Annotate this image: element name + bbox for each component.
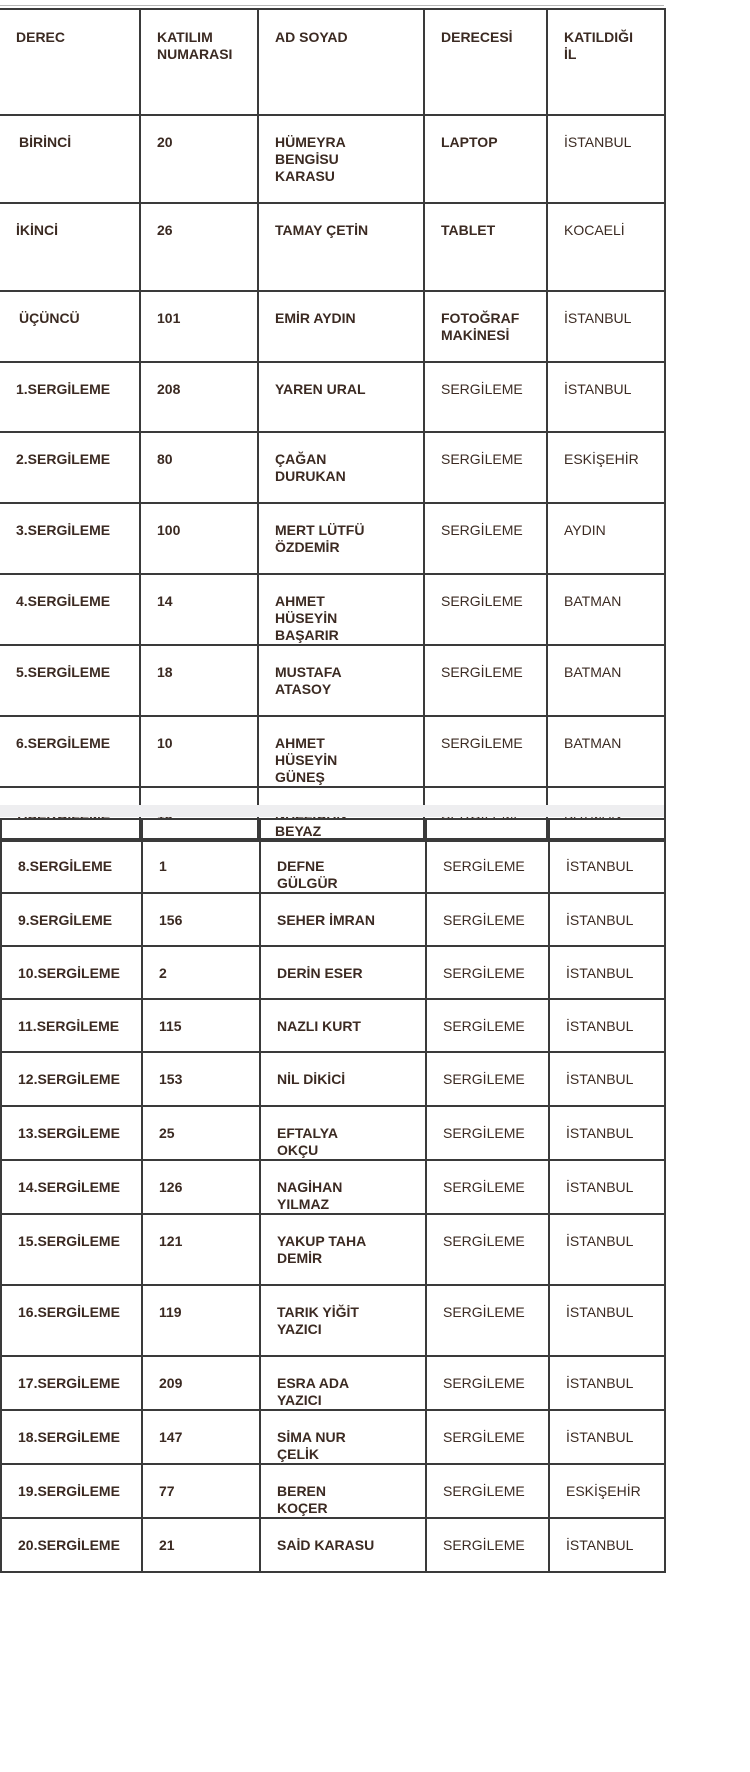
award-cell	[424, 574, 547, 645]
award-cell-text: SERGİLEME	[443, 1018, 525, 1034]
participant-number-cell-text: 119	[159, 1304, 182, 1320]
city-cell	[547, 362, 665, 432]
rank-cell	[1, 1052, 142, 1106]
participant-number-cell	[142, 839, 260, 893]
award-cell-text: SERGİLEME	[443, 1304, 525, 1320]
name-cell-text: EFTALYA OKÇU	[277, 1125, 338, 1158]
city-cell	[549, 1160, 665, 1214]
participant-number-cell	[140, 716, 258, 787]
award-cell	[426, 1410, 549, 1464]
participant-number-cell-text: 100	[157, 522, 181, 538]
rank-cell-text: 15.SERGİLEME	[18, 1233, 120, 1249]
city-cell-text: İSTANBUL	[566, 965, 634, 981]
name-cell-text: EMİR AYDIN	[275, 310, 356, 326]
rank-cell-text: ÜÇÜNCÜ	[19, 310, 80, 326]
rank-cell-text: 14.SERGİLEME	[18, 1179, 120, 1195]
name-cell	[260, 839, 426, 893]
participant-number-cell	[140, 645, 258, 716]
award-cell-text: SERGİLEME	[443, 858, 525, 874]
award-cell-text: SERGİLEME	[443, 1375, 525, 1391]
city-cell	[549, 1518, 665, 1572]
results-table-bottom	[0, 818, 666, 1573]
participant-number-cell-text: 80	[157, 451, 173, 467]
city-cell	[549, 1106, 665, 1160]
award-cell	[426, 893, 549, 946]
award-cell-text: SERGİLEME	[441, 593, 523, 609]
rank-cell	[0, 574, 140, 645]
name-cell	[260, 893, 426, 946]
award-cell-text: FOTOĞRAF MAKİNESİ	[441, 310, 520, 343]
name-cell-text: TARIK YİĞİT YAZICI	[277, 1304, 359, 1337]
award-cell-text: SERGİLEME	[441, 451, 523, 467]
city-cell-text: AYDIN	[564, 522, 606, 538]
name-cell-text: ESRA ADA YAZICI	[277, 1375, 349, 1408]
rank-cell-text: 5.SERGİLEME	[16, 664, 111, 680]
participant-number-cell	[140, 503, 258, 574]
participant-number-cell	[142, 893, 260, 946]
award-cell	[424, 645, 547, 716]
blank-cell	[260, 819, 426, 839]
table-row	[1, 999, 665, 1052]
rank-cell-text: 1.SERGİLEME	[16, 381, 111, 397]
blank-cell	[142, 819, 260, 839]
table-row	[0, 716, 665, 787]
name-cell-text: MUSTAFA ATASOY	[275, 664, 342, 697]
city-cell-text: ESKİŞEHİR	[564, 451, 639, 467]
award-cell-text: SERGİLEME	[443, 1429, 525, 1445]
name-cell-text: SAİD KARASU	[277, 1537, 375, 1553]
city-cell	[549, 1464, 665, 1518]
header-cell-ad-soyad: AD SOYAD	[258, 9, 424, 115]
award-cell-text: SERGİLEME	[441, 735, 523, 751]
award-cell-text: SERGİLEME	[443, 1125, 525, 1141]
name-cell-text: YAREN URAL	[275, 381, 366, 397]
award-cell-text: SERGİLEME	[441, 522, 523, 538]
city-cell	[549, 1410, 665, 1464]
participant-number-cell	[142, 1356, 260, 1410]
award-cell-text: TABLET	[441, 222, 496, 238]
rank-cell-text: 16.SERGİLEME	[18, 1304, 120, 1320]
city-cell	[549, 999, 665, 1052]
participant-number-cell	[140, 203, 258, 291]
city-cell	[547, 203, 665, 291]
top-edge-line	[0, 5, 664, 6]
name-cell-text: YAKUP TAHA DEMİR	[277, 1233, 366, 1266]
city-cell	[547, 503, 665, 574]
award-cell	[426, 1052, 549, 1106]
award-cell	[424, 362, 547, 432]
header-cell-katildigi-il: KATILDIĞI İL	[547, 9, 665, 115]
name-cell	[260, 1410, 426, 1464]
table-row	[0, 574, 665, 645]
name-cell-text: SEHER İMRAN	[277, 912, 376, 928]
table-row	[1, 1356, 665, 1410]
table-row	[1, 946, 665, 999]
participant-number-cell	[142, 946, 260, 999]
participant-number-cell	[142, 1160, 260, 1214]
name-cell	[260, 1214, 426, 1285]
rank-cell-text: 20.SERGİLEME	[18, 1537, 120, 1553]
name-cell-text: NAGİHAN YILMAZ	[277, 1179, 343, 1212]
rank-cell-text: 8.SERGİLEME	[18, 858, 113, 874]
table-row	[0, 432, 665, 503]
name-cell-text: BEREN KOÇER	[277, 1483, 328, 1516]
rank-cell	[1, 1106, 142, 1160]
blank-header-row	[1, 819, 665, 839]
city-cell-text: İSTANBUL	[566, 1018, 634, 1034]
table-row	[0, 645, 665, 716]
rank-cell-text: 4.SERGİLEME	[16, 593, 111, 609]
table-row	[1, 1518, 665, 1572]
table-row	[1, 1285, 665, 1356]
award-cell	[426, 1285, 549, 1356]
award-cell	[426, 1464, 549, 1518]
name-cell	[260, 1518, 426, 1572]
participant-number-cell	[140, 362, 258, 432]
page-gap	[0, 805, 664, 817]
city-cell-text: BATMAN	[564, 735, 622, 751]
rank-cell	[1, 1214, 142, 1285]
name-cell-text: DERİN ESER	[277, 965, 363, 981]
name-cell	[260, 1160, 426, 1214]
table-row	[1, 1214, 665, 1285]
participant-number-cell-text: 121	[159, 1233, 183, 1249]
table-row	[0, 203, 665, 291]
results-table-top-body	[0, 9, 665, 841]
participant-number-cell-text: 101	[157, 310, 181, 326]
rank-cell-text: 9.SERGİLEME	[18, 912, 113, 928]
rank-cell-text: BİRİNCİ	[19, 134, 72, 150]
rank-cell-text: İKİNCİ	[16, 222, 58, 238]
city-cell	[549, 1285, 665, 1356]
city-cell-text: İSTANBUL	[566, 1375, 634, 1391]
city-cell	[547, 291, 665, 362]
table-row	[1, 893, 665, 946]
participant-number-cell-text: 115	[159, 1018, 182, 1034]
city-cell-text: İSTANBUL	[564, 310, 632, 326]
results-table-top	[0, 8, 666, 842]
name-cell	[260, 1464, 426, 1518]
table-row	[1, 1106, 665, 1160]
award-cell-text: SERGİLEME	[443, 1483, 525, 1499]
rank-cell-text: 17.SERGİLEME	[18, 1375, 120, 1391]
participant-number-cell	[142, 1464, 260, 1518]
award-cell	[424, 203, 547, 291]
city-cell-text: İSTANBUL	[564, 381, 632, 397]
city-cell-text: BATMAN	[564, 593, 622, 609]
header-cell-katilim-numarasi: KATILIM NUMARASI	[140, 9, 258, 115]
blank-cell	[426, 819, 549, 839]
award-cell	[426, 999, 549, 1052]
participant-number-cell-text: 147	[159, 1429, 183, 1445]
table-row	[1, 1160, 665, 1214]
award-cell	[426, 1160, 549, 1214]
name-cell	[258, 115, 424, 203]
table-row	[1, 1410, 665, 1464]
rank-cell-text: 10.SERGİLEME	[18, 965, 120, 981]
participant-number-cell-text: 1	[159, 858, 167, 874]
award-cell	[426, 1106, 549, 1160]
city-cell-text: BATMAN	[564, 664, 622, 680]
name-cell	[260, 1052, 426, 1106]
award-cell	[424, 716, 547, 787]
city-cell-text: ESKİŞEHİR	[566, 1483, 641, 1499]
city-cell-text: İSTANBUL	[566, 1537, 634, 1553]
award-cell	[424, 503, 547, 574]
rank-cell-text: 6.SERGİLEME	[16, 735, 111, 751]
participant-number-cell-text: 126	[159, 1179, 183, 1195]
rank-cell	[1, 893, 142, 946]
city-cell-text: İSTANBUL	[566, 1304, 634, 1320]
rank-cell	[0, 503, 140, 574]
participant-number-cell-text: 2	[159, 965, 167, 981]
name-cell-text: MERT LÜTFÜ ÖZDEMİR	[275, 522, 365, 555]
table-row	[1, 839, 665, 893]
award-cell	[426, 1518, 549, 1572]
results-table-bottom-body	[1, 819, 665, 1572]
name-cell	[260, 1285, 426, 1356]
participant-number-cell-text: 18	[157, 664, 173, 680]
award-cell	[426, 946, 549, 999]
rank-cell	[0, 115, 140, 203]
name-cell-text: SİMA NUR ÇELİK	[277, 1429, 346, 1462]
rank-cell	[0, 716, 140, 787]
rank-cell-text: 18.SERGİLEME	[18, 1429, 120, 1445]
name-cell-text: BEYAZ	[275, 823, 322, 839]
rank-cell-text: 11.SERGİLEME	[18, 1018, 120, 1034]
city-cell-text: İSTANBUL	[566, 1429, 634, 1445]
rank-cell	[1, 1160, 142, 1214]
award-cell	[424, 432, 547, 503]
rank-cell	[1, 1464, 142, 1518]
rank-cell	[1, 946, 142, 999]
table-row	[0, 362, 665, 432]
participant-number-cell	[140, 574, 258, 645]
name-cell-text: NİL DİKİCİ	[277, 1071, 346, 1087]
table-row	[1, 1052, 665, 1106]
city-cell	[549, 893, 665, 946]
award-cell-text: SERGİLEME	[443, 1537, 525, 1553]
award-cell-text: SERGİLEME	[443, 965, 525, 981]
participant-number-cell-text: 156	[159, 912, 183, 928]
name-cell	[258, 362, 424, 432]
rank-cell	[0, 203, 140, 291]
city-cell	[549, 1214, 665, 1285]
header-row	[0, 9, 665, 115]
rank-cell	[0, 362, 140, 432]
name-cell-text: NAZLI KURT	[277, 1018, 361, 1034]
award-cell-text: SERGİLEME	[443, 912, 525, 928]
name-cell-text: AHMET HÜSEYİN GÜNEŞ	[275, 735, 338, 785]
city-cell-text: KOCAELİ	[564, 222, 625, 238]
award-cell	[426, 1214, 549, 1285]
city-cell-text: İSTANBUL	[566, 1179, 634, 1195]
participant-number-cell	[142, 1410, 260, 1464]
participant-number-cell	[142, 1052, 260, 1106]
table-row	[0, 503, 665, 574]
city-cell	[547, 716, 665, 787]
participant-number-cell-text: 208	[157, 381, 181, 397]
name-cell	[260, 1106, 426, 1160]
participant-number-cell	[140, 115, 258, 203]
name-cell	[258, 503, 424, 574]
city-cell	[547, 645, 665, 716]
participant-number-cell	[142, 1285, 260, 1356]
participant-number-cell	[142, 999, 260, 1052]
city-cell-text: İSTANBUL	[566, 912, 634, 928]
city-cell	[549, 1052, 665, 1106]
award-cell	[424, 291, 547, 362]
name-cell	[258, 716, 424, 787]
participant-number-cell	[140, 432, 258, 503]
rank-cell-text: 13.SERGİLEME	[18, 1125, 120, 1141]
participant-number-cell	[142, 1214, 260, 1285]
table-row	[0, 291, 665, 362]
rank-cell	[1, 1356, 142, 1410]
participant-number-cell-text: 26	[157, 222, 173, 238]
award-cell-text: SERGİLEME	[443, 1179, 525, 1195]
name-cell-text: HÜMEYRA BENGİSU KARASU	[275, 134, 346, 184]
rank-cell-text: 2.SERGİLEME	[16, 451, 111, 467]
rank-cell-text: 12.SERGİLEME	[18, 1071, 120, 1087]
participant-number-cell	[142, 1106, 260, 1160]
city-cell	[547, 115, 665, 203]
participant-number-cell	[140, 291, 258, 362]
city-cell	[549, 839, 665, 893]
participant-number-cell-text: 77	[159, 1483, 175, 1499]
award-cell-text: SERGİLEME	[441, 381, 523, 397]
award-cell-text: LAPTOP	[441, 134, 498, 150]
city-cell-text: İSTANBUL	[566, 858, 634, 874]
rank-cell	[1, 999, 142, 1052]
rank-cell	[1, 1518, 142, 1572]
participant-number-cell-text: 25	[159, 1125, 175, 1141]
city-cell-text: İSTANBUL	[564, 134, 632, 150]
award-cell-text: SERGİLEME	[443, 1071, 525, 1087]
rank-cell-text: 3.SERGİLEME	[16, 522, 111, 538]
name-cell	[260, 946, 426, 999]
name-cell-text: DEFNE GÜLGÜR	[277, 858, 338, 891]
rank-cell	[0, 645, 140, 716]
table-row	[0, 115, 665, 203]
name-cell	[258, 432, 424, 503]
blank-cell	[1, 819, 142, 839]
city-cell-text: İSTANBUL	[566, 1071, 634, 1087]
name-cell-text: ÇAĞAN DURUKAN	[275, 451, 346, 484]
city-cell-text: İSTANBUL	[566, 1125, 634, 1141]
participant-number-cell-text: 10	[157, 735, 173, 751]
participant-number-cell-text: 14	[157, 593, 173, 609]
award-cell	[426, 839, 549, 893]
city-cell	[547, 432, 665, 503]
name-cell	[260, 1356, 426, 1410]
header-cell-derec: DEREC	[0, 9, 140, 115]
header-cell-derecesi: DERECESİ	[424, 9, 547, 115]
rank-cell	[0, 291, 140, 362]
rank-cell-text: 19.SERGİLEME	[18, 1483, 120, 1499]
table-row	[1, 1464, 665, 1518]
rank-cell	[1, 1285, 142, 1356]
participant-number-cell	[142, 1518, 260, 1572]
city-cell	[549, 946, 665, 999]
participant-number-cell-text: 21	[159, 1537, 175, 1553]
award-cell	[426, 1356, 549, 1410]
rank-cell	[1, 839, 142, 893]
name-cell	[258, 645, 424, 716]
name-cell-text: AHMET HÜSEYİN BAŞARIR	[275, 593, 339, 643]
name-cell	[258, 203, 424, 291]
award-cell	[424, 115, 547, 203]
city-cell	[549, 1356, 665, 1410]
rank-cell	[1, 1410, 142, 1464]
name-cell	[260, 999, 426, 1052]
name-cell	[258, 574, 424, 645]
award-cell-text: SERGİLEME	[441, 664, 523, 680]
award-cell-text: SERGİLEME	[443, 1233, 525, 1249]
participant-number-cell-text: 20	[157, 134, 173, 150]
city-cell	[547, 574, 665, 645]
name-cell-text: TAMAY ÇETİN	[275, 222, 369, 238]
blank-cell	[549, 819, 665, 839]
name-cell	[258, 291, 424, 362]
participant-number-cell-text: 153	[159, 1071, 183, 1087]
city-cell-text: İSTANBUL	[566, 1233, 634, 1249]
rank-cell	[0, 432, 140, 503]
participant-number-cell-text: 209	[159, 1375, 183, 1391]
